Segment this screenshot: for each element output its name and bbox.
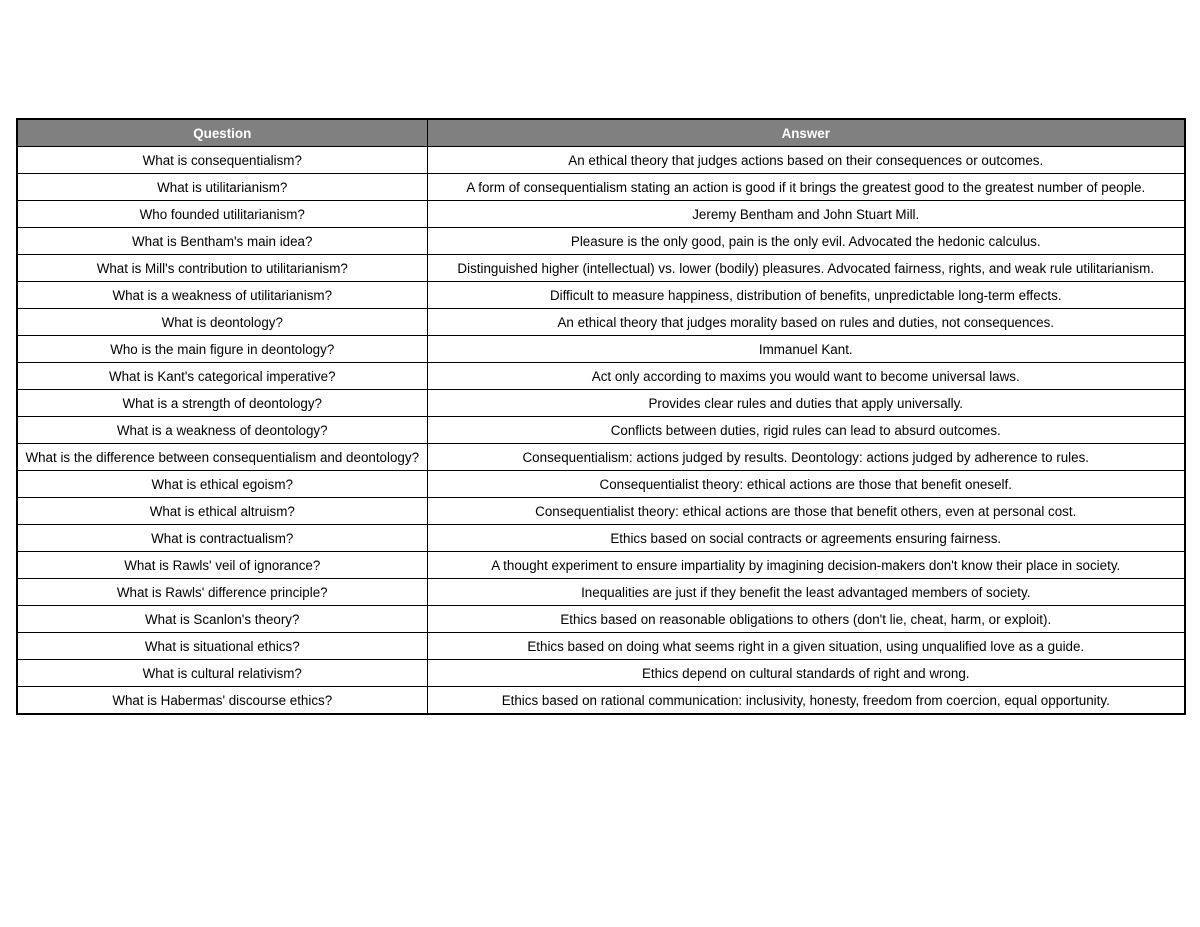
- question-cell: What is contractualism?: [17, 525, 427, 552]
- answer-cell: Ethics based on social contracts or agreements ensuring fairness.: [427, 525, 1185, 552]
- header-row: [17, 119, 1185, 147]
- table-row: [17, 687, 1185, 715]
- table-row: [17, 579, 1185, 606]
- question-cell: What is Bentham's main idea?: [17, 228, 427, 255]
- qa-table: [16, 118, 1186, 715]
- table-row: [17, 471, 1185, 498]
- question-cell: What is the difference between consequentialism and deontology?: [17, 444, 427, 471]
- answer-cell: Jeremy Bentham and John Stuart Mill.: [427, 201, 1185, 228]
- answer-cell: Inequalities are just if they benefit the least advantaged members of society.: [427, 579, 1185, 606]
- answer-cell: An ethical theory that judges actions based on their consequences or outcomes.: [427, 147, 1185, 174]
- answer-column-header: Answer: [427, 119, 1185, 147]
- answer-cell: Immanuel Kant.: [427, 336, 1185, 363]
- question-cell: What is Mill's contribution to utilitarianism?: [17, 255, 427, 282]
- answer-cell: Consequentialist theory: ethical actions are those that benefit oneself.: [427, 471, 1185, 498]
- table-row: [17, 633, 1185, 660]
- question-cell: What is Rawls' veil of ignorance?: [17, 552, 427, 579]
- question-cell: Who founded utilitarianism?: [17, 201, 427, 228]
- question-cell: What is Kant's categorical imperative?: [17, 363, 427, 390]
- question-cell: What is utilitarianism?: [17, 174, 427, 201]
- answer-cell: A form of consequentialism stating an action is good if it brings the greatest good to the greatest number of people.: [427, 174, 1185, 201]
- table-body: [17, 147, 1185, 715]
- answer-cell: An ethical theory that judges morality based on rules and duties, not consequences.: [427, 309, 1185, 336]
- table-row: [17, 444, 1185, 471]
- question-cell: Who is the main figure in deontology?: [17, 336, 427, 363]
- answer-cell: Ethics depend on cultural standards of right and wrong.: [427, 660, 1185, 687]
- question-cell: What is cultural relativism?: [17, 660, 427, 687]
- question-cell: What is a strength of deontology?: [17, 390, 427, 417]
- answer-cell: Act only according to maxims you would want to become universal laws.: [427, 363, 1185, 390]
- table-row: [17, 552, 1185, 579]
- question-cell: What is consequentialism?: [17, 147, 427, 174]
- question-cell: What is Habermas' discourse ethics?: [17, 687, 427, 715]
- table-row: [17, 255, 1185, 282]
- table-row: [17, 174, 1185, 201]
- answer-cell: Ethics based on reasonable obligations to others (don't lie, cheat, harm, or exploit).: [427, 606, 1185, 633]
- table-row: [17, 525, 1185, 552]
- question-cell: What is situational ethics?: [17, 633, 427, 660]
- answer-cell: Provides clear rules and duties that apply universally.: [427, 390, 1185, 417]
- answer-cell: A thought experiment to ensure impartiality by imagining decision-makers don't know their place in society.: [427, 552, 1185, 579]
- table-row: [17, 498, 1185, 525]
- table-row: [17, 336, 1185, 363]
- answer-cell: Distinguished higher (intellectual) vs. lower (bodily) pleasures. Advocated fairness, rights, and weak rule utilitarianism.: [427, 255, 1185, 282]
- answer-cell: Difficult to measure happiness, distribution of benefits, unpredictable long-term effects.: [427, 282, 1185, 309]
- table-row: [17, 309, 1185, 336]
- question-cell: What is ethical altruism?: [17, 498, 427, 525]
- answer-cell: Conflicts between duties, rigid rules can lead to absurd outcomes.: [427, 417, 1185, 444]
- table-row: [17, 201, 1185, 228]
- table-row: [17, 417, 1185, 444]
- answer-cell: Pleasure is the only good, pain is the only evil. Advocated the hedonic calculus.: [427, 228, 1185, 255]
- answer-cell: Consequentialism: actions judged by results. Deontology: actions judged by adherence to rules.: [427, 444, 1185, 471]
- question-cell: What is Rawls' difference principle?: [17, 579, 427, 606]
- table-row: [17, 282, 1185, 309]
- question-cell: What is deontology?: [17, 309, 427, 336]
- table-row: [17, 363, 1185, 390]
- table-row: [17, 660, 1185, 687]
- question-cell: What is ethical egoism?: [17, 471, 427, 498]
- answer-cell: Consequentialist theory: ethical actions are those that benefit others, even at personal cost.: [427, 498, 1185, 525]
- question-column-header: Question: [17, 119, 427, 147]
- table-row: [17, 147, 1185, 174]
- answer-cell: Ethics based on doing what seems right in a given situation, using unqualified love as a guide.: [427, 633, 1185, 660]
- question-cell: What is a weakness of deontology?: [17, 417, 427, 444]
- table-row: [17, 228, 1185, 255]
- table-row: [17, 606, 1185, 633]
- answer-cell: Ethics based on rational communication: inclusivity, honesty, freedom from coercion, equal opportunity.: [427, 687, 1185, 715]
- question-cell: What is Scanlon's theory?: [17, 606, 427, 633]
- table-row: [17, 390, 1185, 417]
- table-header: [17, 119, 1185, 147]
- question-cell: What is a weakness of utilitarianism?: [17, 282, 427, 309]
